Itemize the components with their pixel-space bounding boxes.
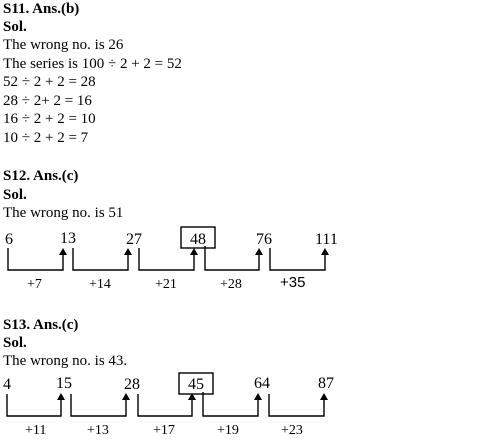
s13-term-3: 28 [124, 376, 140, 393]
s12-diff-2: +14 [89, 277, 111, 292]
s12-diff-5: +35 [280, 274, 306, 291]
s13-series-diagram [0, 370, 481, 440]
s12-term-5: 76 [256, 231, 272, 248]
s12-sol-label: Sol. [3, 187, 27, 203]
s12-term-4: 48 [190, 231, 206, 248]
s11-line-5: 16 ÷ 2 + 2 = 10 [3, 111, 96, 127]
s12-term-2: 13 [60, 230, 76, 247]
s11-line-1: The wrong no. is 26 [3, 37, 124, 53]
s11-sol-label: Sol. [3, 19, 27, 35]
s13-term-1: 4 [3, 376, 11, 393]
s13-wrong-number: The wrong no. is 43. [3, 353, 128, 369]
s11-line-4: 28 ÷ 2+ 2 = 16 [3, 93, 92, 109]
s12-term-1: 6 [5, 231, 13, 248]
s13-diff-5: +23 [281, 423, 303, 438]
s13-term-6: 87 [318, 375, 334, 392]
s11-line-3: 52 ÷ 2 + 2 = 28 [3, 74, 96, 90]
s13-sol-label: Sol. [3, 335, 27, 351]
s12-diff-3: +21 [155, 277, 177, 292]
s13-term-5: 64 [254, 375, 270, 392]
s12-series-diagram [0, 224, 481, 304]
s12-heading: S12. Ans.(c) [3, 168, 79, 184]
s11-line-6: 10 ÷ 2 + 2 = 7 [3, 130, 89, 146]
s12-term-3: 27 [126, 231, 142, 248]
s12-wrong-number: The wrong no. is 51 [3, 205, 124, 221]
s13-diff-1: +11 [25, 423, 47, 438]
s11-line-2: The series is 100 ÷ 2 + 2 = 52 [3, 56, 182, 72]
s13-term-2: 15 [56, 375, 72, 392]
s13-diff-4: +19 [217, 423, 239, 438]
s13-term-4: 45 [188, 376, 204, 393]
s13-diff-2: +13 [87, 423, 109, 438]
s11-heading: S11. Ans.(b) [3, 1, 80, 17]
s12-diff-1: +7 [27, 277, 42, 292]
s12-diff-4: +28 [220, 277, 242, 292]
s13-heading: S13. Ans.(c) [3, 317, 79, 333]
s12-term-6: 111 [315, 231, 338, 248]
s13-diff-3: +17 [153, 423, 175, 438]
